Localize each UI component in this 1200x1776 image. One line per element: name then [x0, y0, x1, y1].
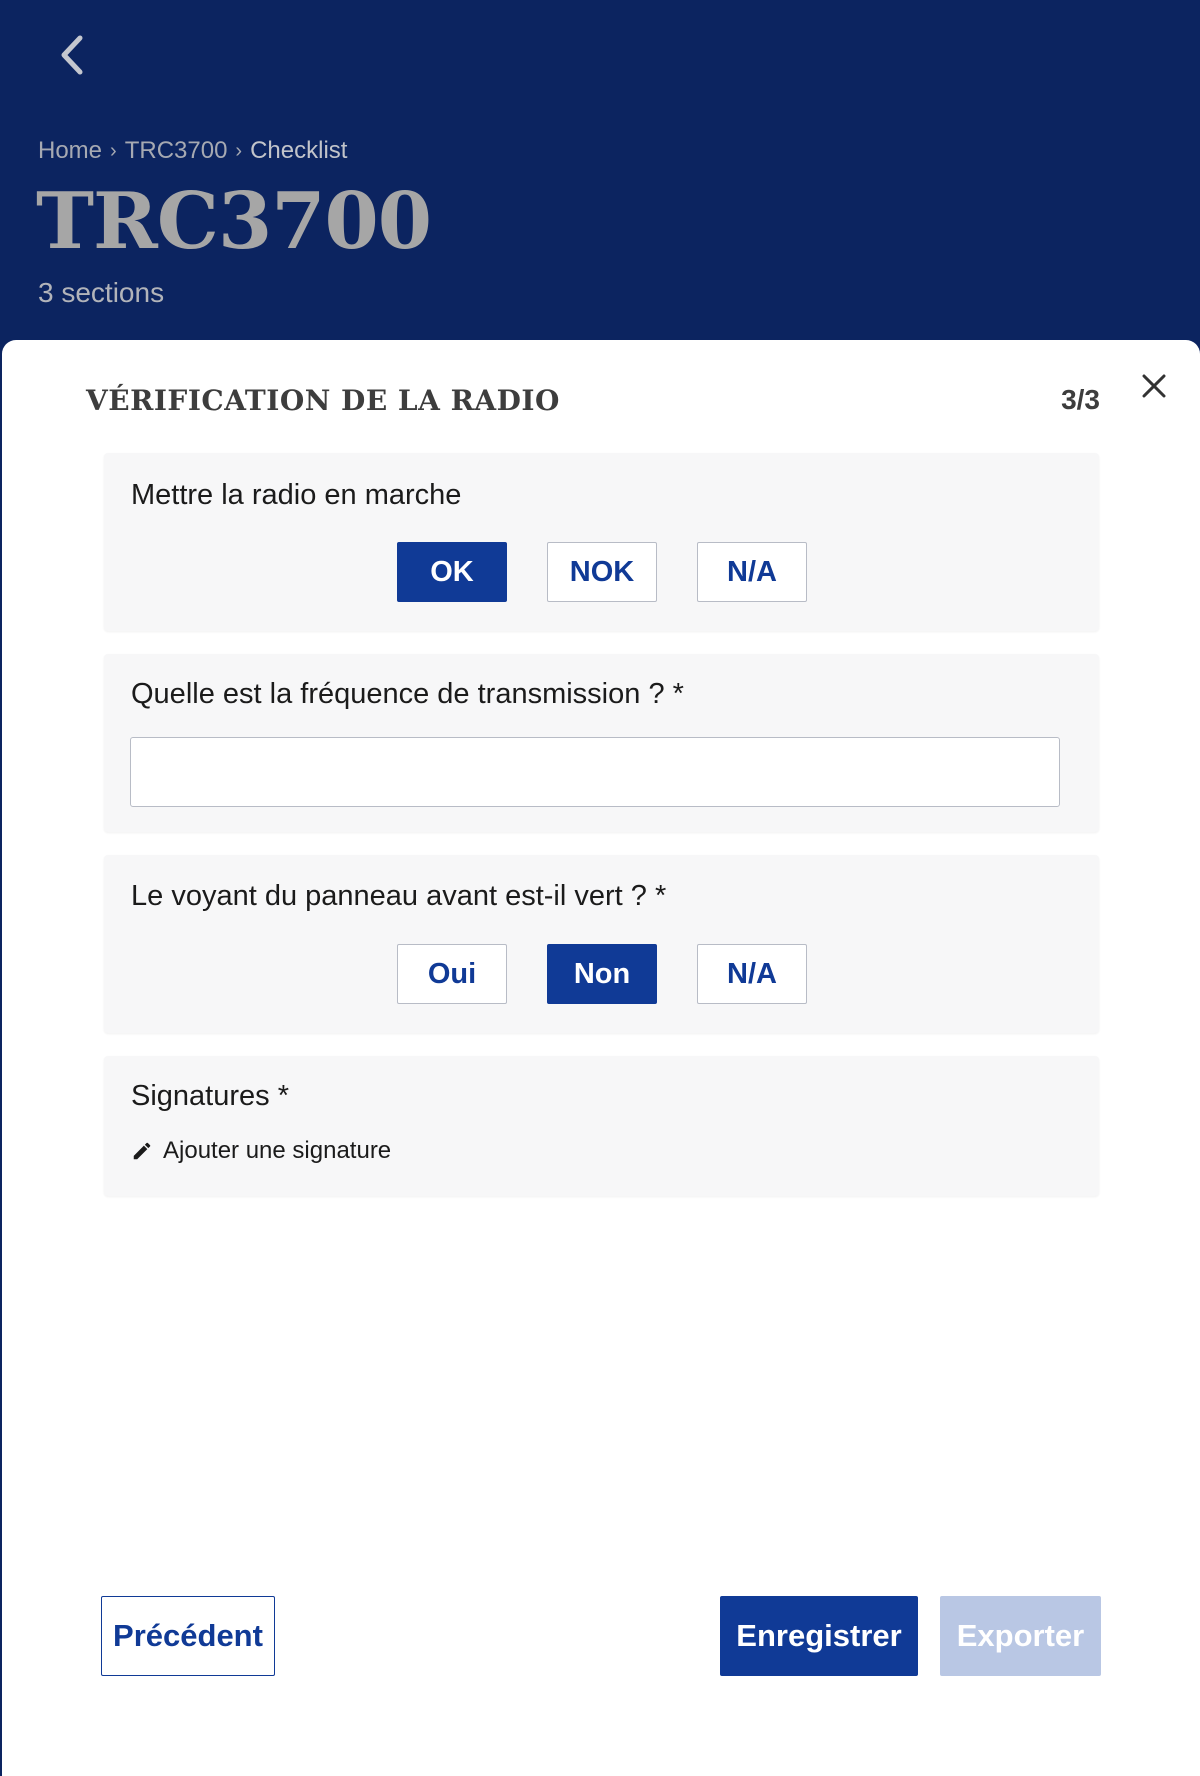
question-label: Mettre la radio en marche — [131, 479, 462, 511]
chevron-right-icon: › — [235, 139, 243, 162]
add-signature-button[interactable] — [131, 1137, 391, 1165]
option-ok-button[interactable]: OK — [397, 542, 507, 602]
option-na-button[interactable]: N/A — [697, 542, 807, 602]
option-nok-button[interactable]: NOK — [547, 542, 657, 602]
breadcrumb-current: Checklist — [250, 137, 348, 164]
answer-options — [397, 542, 807, 602]
previous-button[interactable]: Précédent — [101, 1596, 275, 1676]
chevron-left-icon — [52, 30, 92, 80]
answer-options — [397, 944, 807, 1004]
save-button[interactable]: Enregistrer — [720, 1596, 918, 1676]
export-button[interactable]: Exporter — [940, 1596, 1101, 1676]
breadcrumb-home[interactable]: Home — [38, 137, 103, 164]
signatures-label: Signatures * — [131, 1080, 289, 1112]
section-title: VÉRIFICATION DE LA RADIO — [86, 384, 560, 417]
chevron-right-icon: › — [110, 139, 117, 162]
close-button[interactable] — [1136, 368, 1172, 404]
pencil-icon — [131, 1140, 153, 1162]
app-header — [0, 0, 1200, 340]
question-label: Le voyant du panneau avant est-il vert ? * — [131, 880, 667, 912]
checklist-modal — [2, 340, 1200, 1776]
option-oui-button[interactable]: Oui — [397, 944, 507, 1004]
page-subtitle: 3 sections — [38, 277, 165, 308]
back-button[interactable] — [52, 30, 92, 80]
close-icon — [1136, 368, 1172, 404]
page-title: TRC3700 — [36, 176, 432, 267]
frequency-input[interactable] — [130, 737, 1060, 807]
section-progress: 3/3 — [1061, 384, 1100, 415]
option-na-button[interactable]: N/A — [697, 944, 807, 1004]
question-card-frequency — [104, 654, 1099, 832]
add-signature-label: Ajouter une signature — [163, 1137, 392, 1164]
question-label: Quelle est la fréquence de transmission ? * — [131, 678, 684, 710]
option-non-button[interactable]: Non — [547, 944, 657, 1004]
signatures-card — [104, 1056, 1099, 1196]
breadcrumb — [38, 137, 347, 165]
question-card-front-led — [104, 855, 1099, 1033]
question-card-power-on — [104, 453, 1099, 631]
breadcrumb-model[interactable]: TRC3700 — [124, 137, 228, 164]
